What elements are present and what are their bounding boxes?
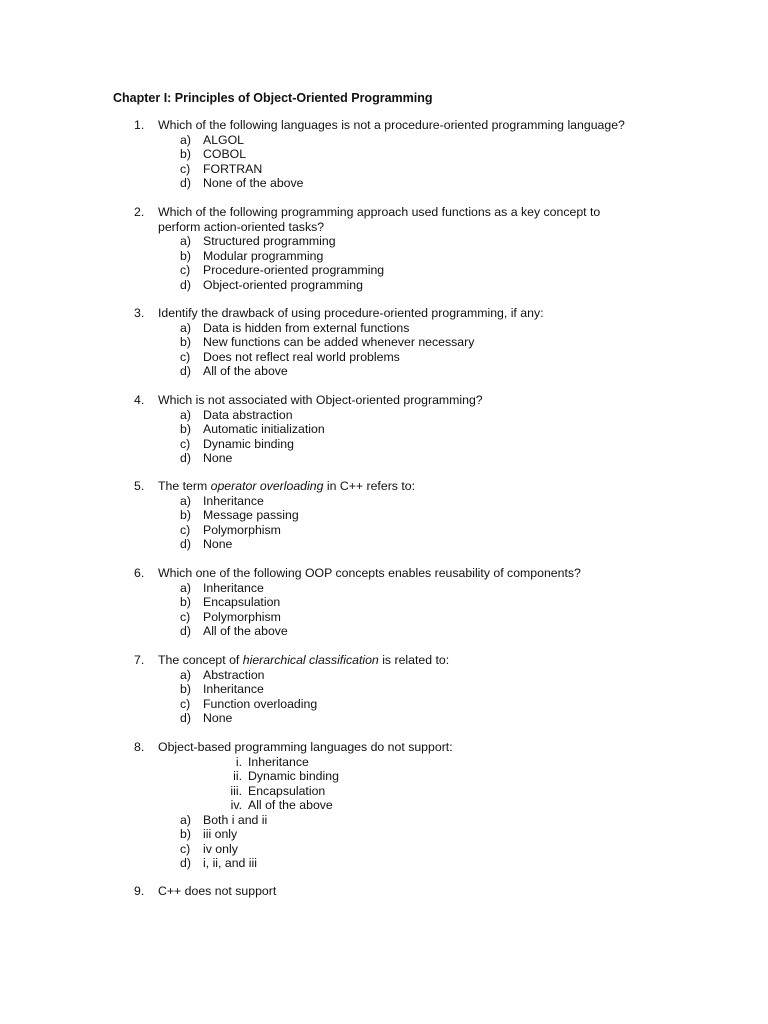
roman-label: ii. — [233, 769, 242, 783]
roman-text: Inheritance — [248, 754, 309, 769]
option-text: Inheritance — [203, 493, 264, 508]
roman-text: Encapsulation — [248, 783, 326, 798]
question-line — [0, 205, 768, 220]
question-text-prefix: The term — [158, 479, 211, 493]
roman-line — [0, 798, 768, 813]
option-text: iii only — [203, 827, 238, 841]
option-label: d) — [180, 176, 191, 190]
question-number: 7. — [134, 653, 145, 667]
question-number: 3. — [134, 306, 145, 320]
option-line — [0, 827, 768, 842]
option-label: a) — [180, 234, 191, 248]
question-9 — [0, 884, 768, 899]
option-label: c) — [180, 263, 191, 277]
question-line — [0, 306, 768, 321]
option-line — [0, 147, 768, 162]
option-text: FORTRAN — [203, 161, 263, 176]
option-text: Function overloading — [203, 696, 318, 711]
option-label: a) — [180, 407, 191, 422]
option-text: None — [203, 451, 233, 465]
option-text: Inheritance — [203, 580, 264, 595]
option-text: Does not reflect real world problems — [203, 349, 400, 364]
question-text: Identify the drawback of using procedure-oriented programming, if any: — [158, 306, 544, 320]
option-label: b) — [180, 508, 191, 522]
question-number: 1. — [134, 118, 145, 132]
question-number: 5. — [134, 479, 145, 493]
option-line — [0, 581, 768, 596]
option-label: c) — [180, 349, 191, 364]
question-line — [0, 393, 768, 408]
question-line — [0, 566, 768, 581]
question-6 — [0, 566, 768, 639]
option-text: iv only — [203, 841, 238, 856]
question-3 — [0, 306, 768, 379]
question-line — [0, 479, 768, 494]
option-text: Structured programming — [203, 234, 336, 248]
question-line — [0, 220, 768, 235]
option-line — [0, 537, 768, 552]
question-number: 4. — [134, 393, 145, 407]
option-text: Procedure-oriented programming — [203, 263, 385, 277]
option-text: Message passing — [203, 508, 299, 522]
option-line — [0, 595, 768, 610]
question-4 — [0, 393, 768, 466]
question-2 — [0, 205, 768, 292]
question-text: Object-based programming languages do not support: — [158, 740, 453, 754]
option-line — [0, 842, 768, 857]
question-line — [0, 740, 768, 755]
option-label: a) — [180, 812, 191, 827]
question-text-emphasis: operator overloading — [210, 479, 324, 493]
question-1 — [0, 118, 768, 191]
option-label: c) — [180, 609, 191, 624]
option-text: Abstraction — [203, 667, 265, 682]
option-label: b) — [180, 147, 191, 161]
roman-text: Dynamic binding — [248, 769, 339, 783]
option-text: New functions can be added whenever necessary — [203, 335, 475, 349]
option-label: c) — [180, 161, 191, 176]
question-line — [0, 653, 768, 668]
option-line — [0, 451, 768, 466]
option-text: COBOL — [203, 147, 247, 161]
question-7 — [0, 653, 768, 726]
roman-text: All of the above — [248, 798, 333, 812]
option-text: None of the above — [203, 176, 304, 190]
option-line — [0, 624, 768, 639]
option-line — [0, 321, 768, 336]
option-text: i, ii, and iii — [203, 856, 257, 870]
option-text: Dynamic binding — [203, 436, 294, 451]
question-text-emphasis: hierarchical classification — [242, 653, 379, 667]
question-5 — [0, 479, 768, 552]
option-label: c) — [180, 841, 191, 856]
option-text: Object-oriented programming — [203, 277, 363, 292]
option-text: Both i and ii — [203, 812, 268, 827]
question-line — [0, 884, 768, 899]
option-line — [0, 162, 768, 177]
option-label: a) — [180, 667, 191, 682]
question-number: 9. — [134, 884, 145, 898]
option-label: a) — [180, 132, 191, 147]
chapter-title: Chapter I: Principles of Object-Oriented Programming — [113, 91, 433, 105]
option-line — [0, 711, 768, 726]
option-label: d) — [180, 537, 191, 551]
option-line — [0, 523, 768, 538]
option-line — [0, 610, 768, 625]
roman-line — [0, 769, 768, 784]
option-line — [0, 422, 768, 437]
option-label: d) — [180, 277, 191, 292]
option-line — [0, 350, 768, 365]
option-line — [0, 335, 768, 350]
option-label: b) — [180, 595, 191, 609]
option-line — [0, 813, 768, 828]
option-text: ALGOL — [203, 132, 245, 147]
option-line — [0, 508, 768, 523]
option-text: Data abstraction — [203, 407, 293, 422]
option-text: Polymorphism — [203, 522, 281, 537]
option-text: All of the above — [203, 624, 288, 638]
option-line — [0, 176, 768, 191]
question-text: Which is not associated with Object-oriented programming? — [158, 393, 483, 407]
option-line — [0, 494, 768, 509]
option-text: Data is hidden from external functions — [203, 320, 410, 335]
option-label: b) — [180, 248, 191, 263]
option-label: b) — [180, 682, 191, 696]
option-text: All of the above — [203, 364, 288, 378]
question-text: C++ does not support — [158, 884, 277, 898]
option-label: b) — [180, 827, 191, 841]
option-line — [0, 437, 768, 452]
question-text: perform action-oriented tasks? — [158, 219, 325, 234]
option-line — [0, 133, 768, 148]
option-label: d) — [180, 364, 191, 378]
question-text: Which of the following languages is not a procedure-oriented programming language? — [158, 118, 625, 132]
question-number: 6. — [134, 566, 145, 580]
option-label: d) — [180, 711, 191, 725]
option-label: c) — [180, 436, 191, 451]
roman-label: iv. — [230, 798, 242, 812]
question-text: Which of the following programming approach used functions as a key concept to — [158, 205, 601, 219]
question-text-suffix: is related to: — [378, 653, 450, 667]
option-line — [0, 249, 768, 264]
question-text-suffix: in C++ refers to: — [323, 479, 416, 493]
roman-label: iii. — [230, 783, 242, 798]
option-label: a) — [180, 580, 191, 595]
question-number: 8. — [134, 740, 145, 754]
option-line — [0, 856, 768, 871]
roman-label: i. — [235, 754, 242, 769]
question-number: 2. — [134, 205, 145, 219]
option-text: Modular programming — [203, 248, 324, 263]
option-text: None — [203, 711, 233, 725]
option-label: d) — [180, 451, 191, 465]
option-label: b) — [180, 335, 191, 349]
option-line — [0, 234, 768, 249]
option-text: Polymorphism — [203, 609, 281, 624]
question-text: Which one of the following OOP concepts enables reusability of components? — [158, 566, 581, 580]
option-text: Automatic initialization — [203, 422, 325, 436]
option-line — [0, 364, 768, 379]
option-line — [0, 408, 768, 423]
option-line — [0, 668, 768, 683]
option-text: Encapsulation — [203, 595, 281, 609]
option-line — [0, 682, 768, 697]
option-line — [0, 263, 768, 278]
option-label: c) — [180, 696, 191, 711]
roman-line — [0, 784, 768, 799]
option-label: b) — [180, 422, 191, 436]
option-label: a) — [180, 493, 191, 508]
question-line — [0, 118, 768, 133]
option-line — [0, 278, 768, 293]
roman-line — [0, 755, 768, 770]
option-label: d) — [180, 856, 191, 870]
question-text — [158, 479, 415, 494]
option-label: c) — [180, 522, 191, 537]
question-text-prefix: The concept of — [158, 653, 243, 667]
option-text: Inheritance — [203, 682, 264, 696]
option-text: None — [203, 537, 233, 551]
option-label: d) — [180, 624, 191, 638]
question-text — [158, 653, 449, 668]
option-label: a) — [180, 320, 191, 335]
option-line — [0, 697, 768, 712]
question-8 — [0, 740, 768, 871]
